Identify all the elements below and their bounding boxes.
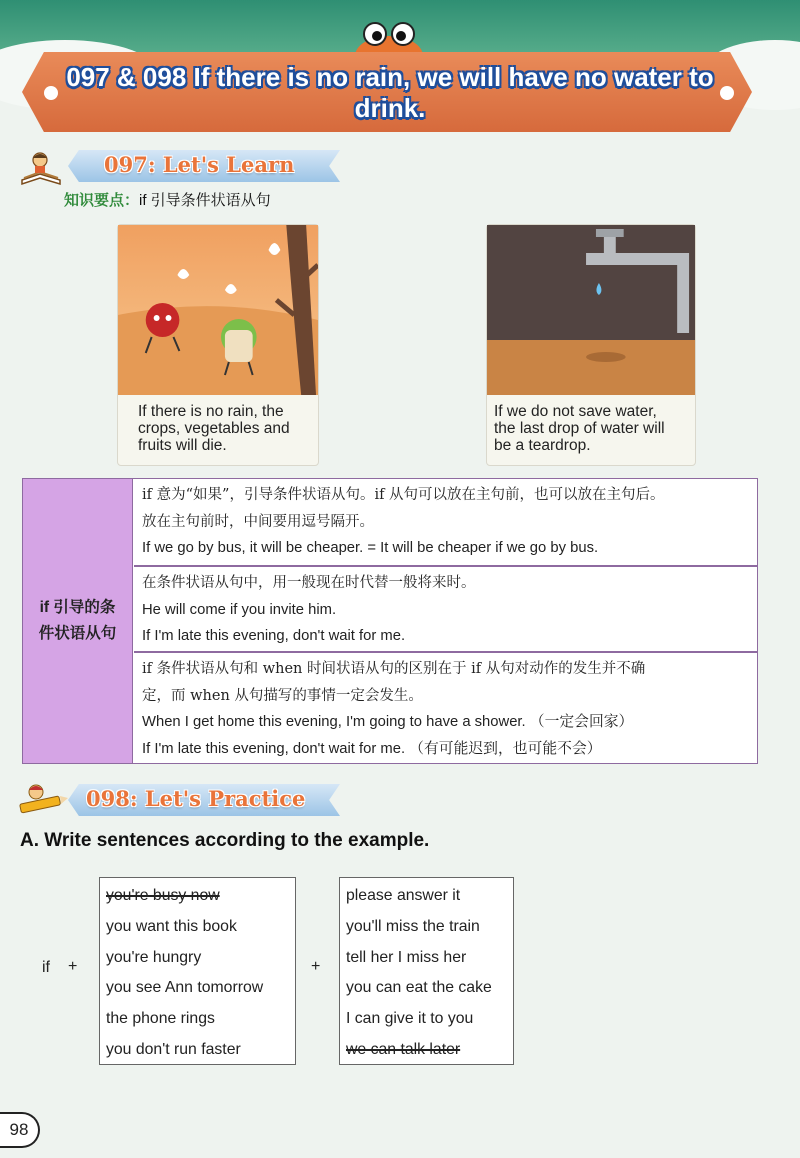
- banner-dot-right: [720, 86, 734, 100]
- clause-option: you want this book: [106, 917, 237, 935]
- caption-line: the last drop of water will: [494, 420, 665, 437]
- grammar-line: if 意为“如果”，引导条件状语从句。if 从句可以放在主句前，也可以放在主句后。: [142, 487, 665, 503]
- grammar-row-2: [134, 568, 757, 652]
- key-point: [64, 189, 271, 210]
- practice-heading: 098: Let's Practice: [86, 786, 306, 811]
- clause-option: you can eat the cake: [346, 979, 492, 997]
- caption-line: fruits will die.: [138, 437, 227, 454]
- grammar-example: If we go by bus, it will be cheaper. = It will be cheaper if we go by bus.: [142, 540, 599, 556]
- clause-option: please answer it: [346, 887, 461, 904]
- grammar-label-line: 件状语从句: [38, 625, 117, 642]
- page-number: 98: [0, 1112, 40, 1148]
- grammar-example: If I'm late this evening, don't wait for me. （有可能迟到，也可能不会）: [142, 740, 602, 757]
- dripping-faucet-illustration: [487, 225, 695, 395]
- illustration-card-faucet: [486, 224, 696, 466]
- key-point-label: 知识要点：: [64, 192, 140, 209]
- grammar-row-divider: [134, 565, 757, 567]
- grammar-line: if 条件状语从句和 when 时间状语从句的区别在于 if 从句对动作的发生并不确: [142, 661, 646, 677]
- clause-option: the phone rings: [106, 1010, 215, 1028]
- grammar-line: 在条件状语从句中，用一般现在时代替一般将来时。: [142, 575, 476, 591]
- clause-option: you see Ann tomorrow: [106, 979, 264, 997]
- plus-sign-right: +: [311, 958, 321, 975]
- grammar-table-label: [23, 479, 133, 763]
- if-label: if: [42, 959, 50, 976]
- banner-dot-left: [44, 86, 58, 100]
- exercise-a-instructions: A. Write sentences according to the example.: [20, 830, 430, 851]
- grammar-table: [22, 478, 758, 764]
- grammar-row-divider: [134, 651, 757, 653]
- illustration-card-drought: [117, 224, 319, 466]
- caption-drought: [138, 403, 290, 454]
- book-reader-icon: [18, 150, 64, 186]
- wilting-fruits-illustration: [118, 225, 318, 395]
- clause-option: I can give it to you: [346, 1010, 474, 1028]
- grammar-row-1: [134, 480, 757, 564]
- page-title: 097 & 098 If there is no rain, we will have no water to drink.: [66, 62, 714, 123]
- clause-option: you'll miss the train: [346, 917, 480, 935]
- caption-line: If there is no rain, the: [138, 403, 284, 420]
- pencil-kid-icon: [16, 782, 68, 816]
- clause-box-right: [339, 877, 514, 1065]
- caption-line: be a teardrop.: [494, 437, 591, 454]
- grammar-row-3: [134, 654, 757, 764]
- clause-option: you don't run faster: [106, 1040, 241, 1058]
- key-point-text: if 引导条件状语从句: [139, 192, 271, 209]
- grammar-line: 放在主句前时，中间要用逗号隔开。: [142, 513, 374, 530]
- grammar-example: He will come if you invite him.: [142, 601, 337, 618]
- clause-option: we can talk later: [346, 1040, 461, 1058]
- grammar-example: When I get home this evening, I'm going to have a shower. （一定会回家）: [142, 714, 634, 730]
- grammar-line: 定，而 when 从句描写的事情一定会发生。: [142, 687, 423, 704]
- caption-faucet: [494, 403, 665, 454]
- learn-heading: 097: Let's Learn: [104, 152, 295, 177]
- clause-option: you're busy now: [106, 887, 220, 904]
- plus-sign-left: +: [68, 958, 78, 975]
- caption-line: crops, vegetables and: [138, 420, 290, 437]
- caption-line: If we do not save water,: [494, 403, 657, 420]
- grammar-label-line: if 引导的条: [39, 599, 116, 616]
- clause-option: tell her I miss her: [346, 948, 467, 966]
- clause-box-left: [99, 877, 296, 1065]
- clause-option: you're hungry: [106, 948, 202, 966]
- grammar-example: If I'm late this evening, don't wait for me.: [142, 628, 406, 644]
